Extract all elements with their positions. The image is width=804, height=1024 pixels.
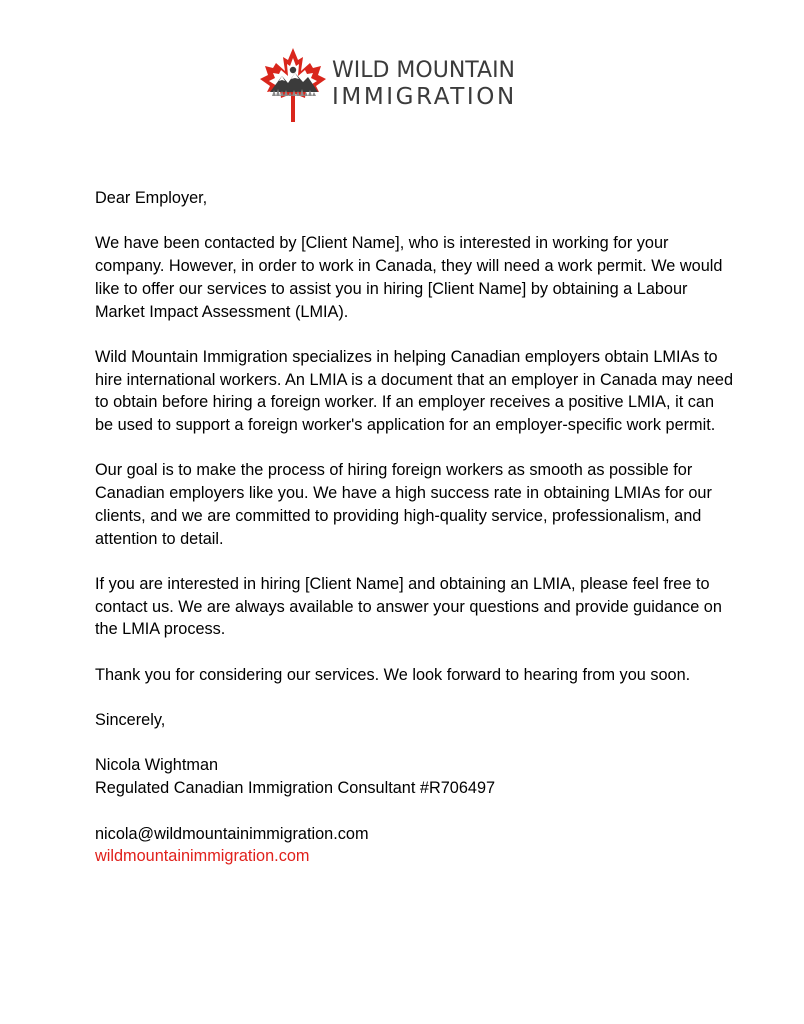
contact-block: [95, 823, 735, 868]
maple-leaf-mountain-icon: [258, 46, 328, 122]
signer-name: Nicola Wightman: [95, 756, 219, 775]
salutation: Dear Employer,: [95, 189, 208, 207]
paragraph-3: Our goal is to make the process of hiring foreign workers as smooth as possible for Canadian employers like you. We have a high success rate in obtaining LMIAs for our clients, and we are committed to providing high-quality service, professionalism, and attention to detail.: [95, 461, 712, 548]
closing: Sincerely,: [95, 711, 166, 730]
website-link[interactable]: wildmountainimmigration.com: [95, 847, 310, 866]
signature-block: [95, 754, 735, 799]
paragraph-1: We have been contacted by [Client Name], who is interested in working for your company. However, in order to work in Canada, they will need a work permit. We would like to offer our services to assist you in hiring [Client Name] by obtaining a Labour Market Impact Assessment (LMIA).: [95, 234, 723, 321]
paragraph-4: If you are interested in hiring [Client Name] and obtaining an LMIA, please feel free to contact us. We are always available to answer your questions and provide guidance on the LMIA process.: [95, 574, 722, 639]
signer-title: Regulated Canadian Immigration Consultant #R706497: [95, 779, 496, 798]
logo-line-1: WILD MOUNTAIN: [332, 58, 516, 83]
logo-wordmark: [332, 60, 517, 109]
company-logo: [258, 46, 517, 124]
email-address[interactable]: nicola@wildmountainimmigration.com: [95, 824, 369, 843]
paragraph-5: Thank you for considering our services. We look forward to hearing from you soon.: [95, 665, 691, 684]
paragraph-2: Wild Mountain Immigration specializes in helping Canadian employers obtain LMIAs to hire international workers. An LMIA is a document that an employer in Canada may need to obtain before hiring a foreign worker. If an employer receives a positive LMIA, it can be used to support a foreign worker's application for an employer-specific work permit.: [95, 347, 734, 434]
letter-body: [95, 187, 735, 891]
logo-line-2: IMMIGRATION: [332, 84, 517, 110]
